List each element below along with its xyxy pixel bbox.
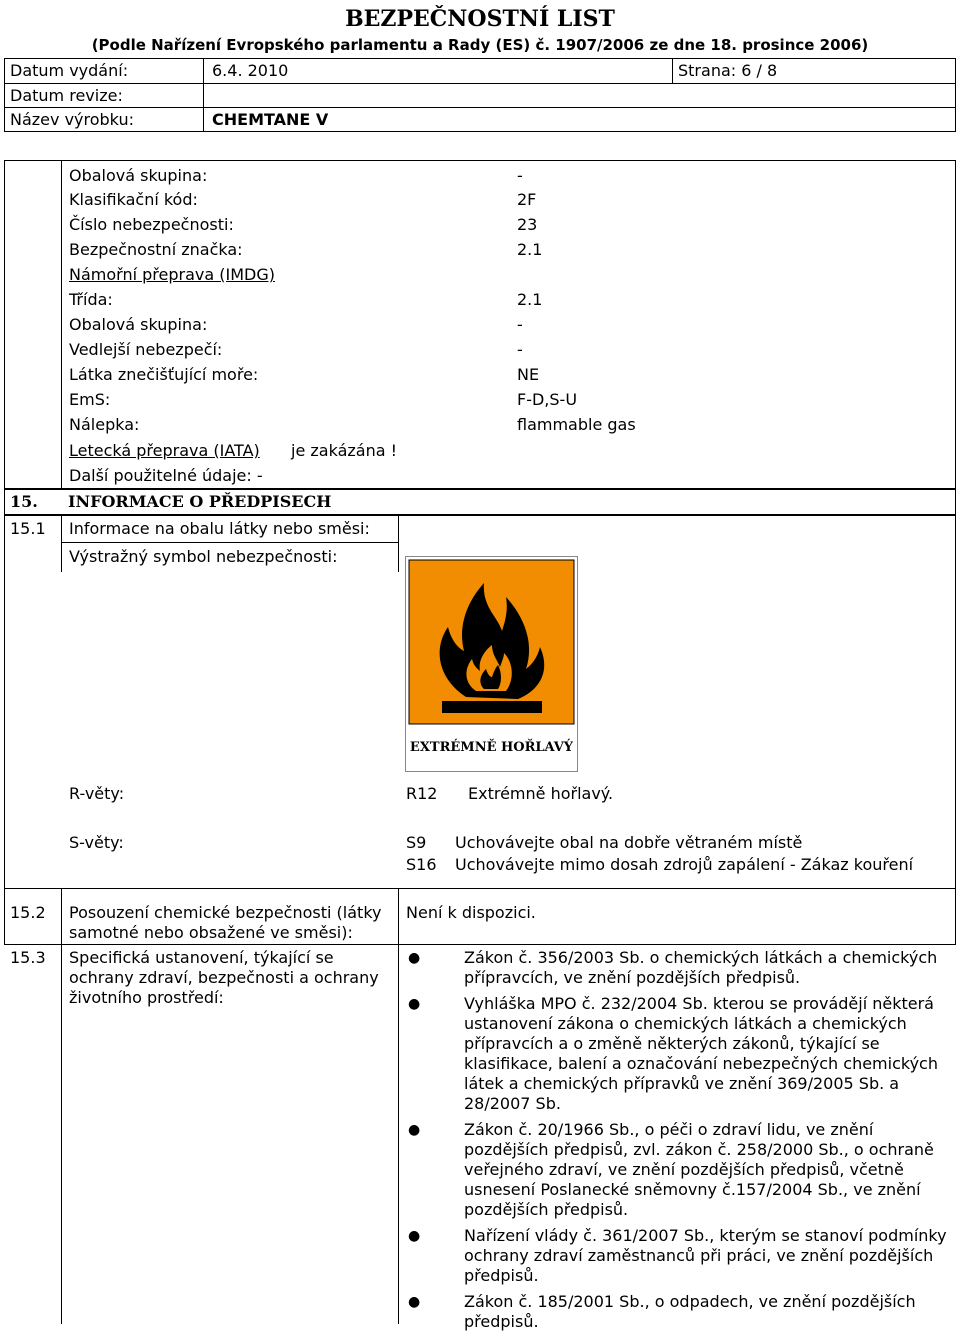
row-divider-vertical [398,944,399,1324]
row-divider [4,888,956,889]
imdg-row-value: - [517,315,523,334]
row-divider-vertical [955,888,956,944]
transport-row-value: 2F [517,190,537,209]
imdg-row-label: Nálepka: [69,415,140,434]
section-heading-bottom [4,514,956,516]
s-phrases-label: S-věty: [69,833,124,852]
transport-row-label: Bezpečnostní značka: [69,240,243,259]
bullet-icon: ● [408,996,421,1012]
revision-date-label: Datum revize: [10,86,123,105]
flammable-pictogram [405,556,578,772]
subsection-value: Není k dispozici. [406,903,536,922]
iata-heading: Letecká přeprava (IATA) [69,441,260,460]
subsection-divider [398,516,399,572]
s-phrase-code: S16 [406,855,437,874]
table-right-border [955,160,956,888]
imdg-row-value: - [517,340,523,359]
transport-row-label: Klasifikační kód: [69,190,198,209]
transport-row-value: - [517,166,523,185]
subsection-number: 15.1 [10,519,46,538]
imdg-row-value: flammable gas [517,415,636,434]
legislation-text: Zákon č. 356/2003 Sb. o chemických látkách a chemických přípravcích, ve znění pozdějších předpisů. [464,948,938,987]
product-name-label: Název výrobku: [10,110,134,129]
issue-date-value: 6.4. 2010 [212,61,289,80]
subsection-heading: Informace na obalu látky nebo směsi: [69,519,370,538]
list-item [404,1292,952,1332]
table-top-line [4,160,956,161]
document-subtitle: (Podle Nařízení Evropského parlamentu a Rady (ES) č. 1907/2006 ze dne 18. prosince 2006) [91,36,869,54]
imdg-row-label: Vedlejší nebezpečí: [69,340,223,359]
legislation-text: Zákon č. 20/1966 Sb., o péči o zdraví lidu, ve znění pozdějších předpisů, zvl. zákon č. 258/2000 Sb., o ochraně veřejného zdraví, ve znění pozdějších předpisů, včetně usnesení Poslanecké sněmovny č.157/2004 Sb., ve znění pozdějších předpisů. [464,1120,934,1219]
list-item [404,1226,952,1286]
section-number: 15. [10,492,38,511]
flame-icon [406,557,577,727]
header-left-border [4,58,5,131]
legislation-text: Nařízení vlády č. 361/2007 Sb., kterým se stanoví podmínky ochrany zdraví zaměstnanců při práci, ve znění pozdějších předpisů. [464,1226,947,1285]
imdg-row-label: Látka znečišťující moře: [69,365,259,384]
imdg-row-label: Obalová skupina: [69,315,208,334]
table-inner-divider [61,160,62,488]
table-left-border [4,160,5,888]
document-title: BEZPEČNOSTNÍ LIST [345,6,615,32]
section-title: INFORMACE O PŘEDPISECH [68,492,332,511]
subsection-heading-line: Specifická ustanovení, týkající se [69,948,334,967]
product-name-value: CHEMTANE V [212,110,329,129]
transport-row-value: 23 [517,215,538,234]
header-right-border [955,58,956,131]
header-col-divider [203,58,204,131]
header-bottom-line [4,131,956,132]
list-item [404,1120,952,1220]
header-mid-line-2 [4,107,956,108]
header-page-divider [672,58,673,83]
bullet-icon: ● [408,1294,421,1310]
imdg-row-value: NE [517,365,540,384]
page-number: Strana: 6 / 8 [678,61,778,80]
issue-date-label: Datum vydání: [10,61,129,80]
bullet-icon: ● [408,1122,421,1138]
imdg-row-value: F-D,S-U [517,390,578,409]
list-item [404,994,952,1114]
subsection-heading-line: samotné nebo obsažené ve směsi): [69,923,353,942]
legislation-text: Vyhláška MPO č. 232/2004 Sb. kterou se provádějí některá ustanovení zákona o chemických látkách a chemických přípravcích a o změně některých zákonů, týkající se klasifikace, balení a označování nebezpečných chemických látek a chemických přípravků ve znění 369/2005 Sb. a 28/2007 Sb. [464,994,938,1113]
subsection-heading-line: ochrany zdraví, bezpečnosti a ochrany [69,968,379,987]
transport-row-value: 2.1 [517,240,543,259]
s-phrase-code: S9 [406,833,427,852]
section-heading-top [4,488,956,490]
bullet-icon: ● [408,950,421,966]
iata-note: je zakázána ! [291,441,398,460]
subsection-number: 15.3 [10,948,46,967]
r-phrase-text: Extrémně hořlavý. [468,784,614,803]
transport-row-label: Číslo nebezpečnosti: [69,215,234,234]
imdg-row-value: 2.1 [517,290,543,309]
bullet-icon: ● [408,1228,421,1244]
imdg-row-label: EmS: [69,390,111,409]
s-phrase-text: Uchovávejte obal na dobře větraném místě [455,833,803,852]
subsection-number: 15.2 [10,903,46,922]
header-top-line [4,58,956,59]
r-phrases-label: R-věty: [69,784,125,803]
legislation-text: Zákon č. 185/2001 Sb., o odpadech, ve znění pozdějších předpisů. [464,1292,916,1331]
legislation-list [404,948,952,1338]
subsection-heading-line: životního prostředí: [69,988,224,1007]
row-divider-vertical [61,944,62,1324]
subsection-heading-line: Posouzení chemické bezpečnosti (látky [69,903,382,922]
row-divider-vertical [4,888,5,944]
header-mid-line-1 [4,83,956,84]
hazard-symbol-label: Výstražný symbol nebezpečnosti: [69,547,338,566]
s-phrase-text: Uchovávejte mimo dosah zdrojů zapálení - Zákaz kouření [455,855,914,874]
row-divider-vertical [398,888,399,944]
list-item [404,948,952,988]
imdg-row-label: Třída: [69,290,113,309]
subsection-rule [61,542,398,543]
imdg-heading: Námořní přeprava (IMDG) [69,265,275,284]
pictogram-caption: EXTRÉMNĚ HOŘLAVÝ [409,740,574,755]
row-divider [4,944,956,945]
row-divider-vertical [61,888,62,944]
r-phrase-code: R12 [406,784,438,803]
transport-row-label: Obalová skupina: [69,166,208,185]
other-info: Další použitelné údaje: - [69,466,263,485]
subsection-divider [61,516,62,572]
